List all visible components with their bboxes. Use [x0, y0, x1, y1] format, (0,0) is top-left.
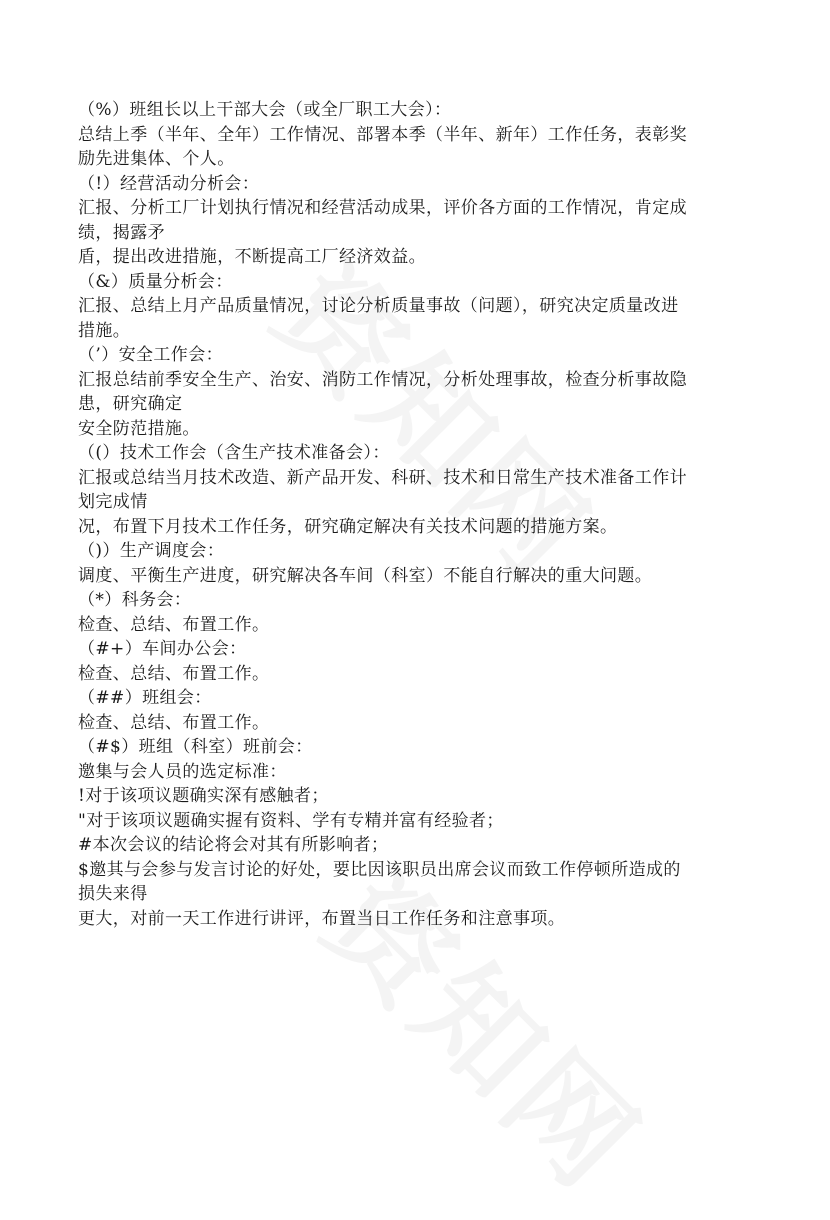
- text-line: 汇报或总结当月技术改造、新产品开发、科研、技术和日常生产技术准备工作计: [78, 467, 687, 488]
- text-line: 检查、总结、布置工作。: [78, 712, 270, 733]
- heading-safety-meeting: （’）安全工作会：: [78, 345, 224, 365]
- text-line: 安全防范措施。: [78, 418, 200, 439]
- heading-department-meeting: （*）科务会：: [78, 590, 192, 610]
- heading-cadre-meeting: （%）班组长以上干部大会（或全厂职工大会）：: [78, 100, 452, 120]
- text-line: 况，布置下月技术工作任务，研究确定解决有关技术问题的措施方案。: [78, 516, 618, 537]
- list-item: #本次会议的结论将会对其有所影响者；: [78, 835, 389, 855]
- heading-team-meeting: （##）班组会：: [78, 688, 212, 708]
- text-line: 措施。: [78, 320, 131, 341]
- text-line: 调度、平衡生产进度，研究解决各车间（科室）不能自行解决的重大问题。: [78, 565, 653, 586]
- text-line: 患，研究确定: [78, 394, 183, 414]
- text-line: 检查、总结、布置工作。: [78, 663, 270, 684]
- text-line: 检查、总结、布置工作。: [78, 614, 270, 635]
- text-line: 汇报、分析工厂计划执行情况和经营活动成果，评价各方面的工作情况，肯定成: [78, 198, 687, 218]
- list-item: $邀其与会参与发言讨论的好处，要比因该职员出席会议而致工作停顿所造成的: [78, 859, 681, 880]
- text-line: 盾，提出改进措施，不断提高工厂经济效益。: [78, 247, 426, 267]
- text-line: 损失来得: [78, 884, 148, 904]
- list-item: !对于该项议题确实深有感触者；: [78, 786, 329, 806]
- text-line: 励先进集体、个人。: [78, 149, 235, 169]
- text-line: 划完成情: [78, 492, 148, 512]
- heading-workshop-meeting: （#+）车间办公会：: [78, 639, 247, 659]
- heading-quality-analysis: （&）质量分析会：: [78, 271, 233, 292]
- text-line: 邀集与会人员的选定标准：: [78, 761, 287, 782]
- text-line: 总结上季（半年、全年）工作情况、部署本季（半年、新年）工作任务，表彰奖: [78, 124, 687, 145]
- heading-dispatch-meeting: （)）生产调度会：: [78, 541, 225, 561]
- document-body: [78, 98, 758, 931]
- list-item: "对于该项议题确实握有资料、学有专精并富有经验者；: [78, 810, 504, 831]
- text-line: 绩，揭露矛: [78, 222, 165, 243]
- heading-pre-shift-meeting: （#$）班组（科室）班前会：: [78, 737, 313, 757]
- text-line: 更大，对前一天工作进行讲评，布置当日工作任务和注意事项。: [78, 908, 566, 929]
- heading-business-analysis: （!）经营活动分析会：: [78, 173, 260, 194]
- text-line: 汇报、总结上月产品质量情况，讨论分析质量事故（问题），研究决定质量改进: [78, 296, 679, 316]
- text-line: 汇报总结前季安全生产、治安、消防工作情况，分析处理事故，检查分析事故隐: [78, 369, 687, 390]
- heading-technical-meeting: （(）技术工作会（含生产技术准备会）：: [78, 443, 390, 463]
